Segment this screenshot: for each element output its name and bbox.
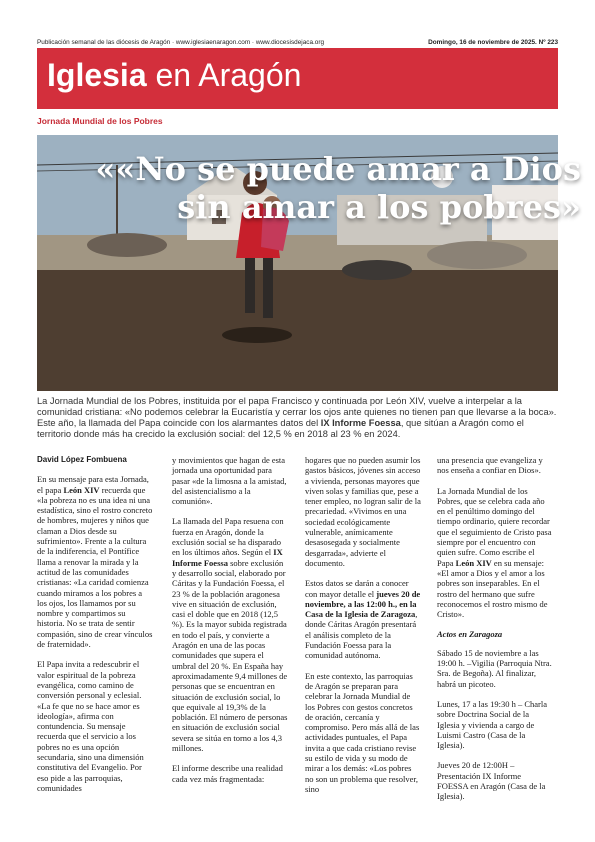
bold-text: León XIV <box>455 557 492 568</box>
paragraph <box>305 455 421 568</box>
issue-date: Domingo, 16 de noviembre de 2025. Nº 223 <box>428 38 558 46</box>
subheading: Actos en Zaragoza <box>437 629 503 640</box>
text: hogares que no pueden asumir los gastos básicos, jóvenes sin acceso a vivienda, personas mayores que viven solas y familias que, pese a tener empleo, no logran salir de la precariedad. «Vivimos en una sociedad ecológicamente vulnerable, anímicamente desasosegada y socialmente desgarrada», advierte el documento. <box>305 455 421 568</box>
text: En este contexto, las parroquias de Aragón se preparan para celebrar la Jornada Mundial de los Pobres con gestos concretos de oración, cercanía y compromiso. Pero más allá de las actividades puntuales, el Papa invita a que cada cristiano revise su estilo de vida y su modo de mirar a los demás: «Los pobres no son un problema que resolver, sino <box>305 670 420 794</box>
logo <box>47 53 301 97</box>
paragraph <box>37 659 153 793</box>
event-item: Lunes, 17 a las 19:30 h – Charla sobre Doctrina Social de la Iglesia y vivienda a cargo de Luismi Castro (Casa de la Iglesia). <box>437 698 548 751</box>
paragraph <box>305 578 421 660</box>
text: recuerda que «la pobreza no es una idea ni una estadística, sino el rostro concreto de hombres, mujeres y niños que claman a Dios desde su sufrimiento». Frente a la cultura de la indiferencia, el Pontífice llama a renovar la mirada y la actitud de las comunidades cristianas: «La caridad comienza cuando miramos a los pobres a los ojos, los llamamos por su nombre y compartimos su historia. No se trata de sentir compasión, sino de crear vínculos de fraternidad». <box>37 484 153 650</box>
text: , donde Cáritas Aragón presentará el análisis completo de la Fundación Foessa para la comunidad autónoma. <box>305 609 418 661</box>
text: sobre exclusión y desarrollo social, elaborado por Cáritas y la Fundación Foessa, el 23 % de la población aragonesa vive en situación de exclusión, casi el doble que en 2018 (12,5 %). Es la mayor subida registrada en todo el país, y convierte a Aragón en una de las pocas comunidades que supera el umbral del 20 %. En España hay aproximadamente 9,4 millones de personas que se encuentran en situación de exclusión social, lo que equivale al 19,3% de la población. El número de personas en situación de exclusión social severa se sitúa en torno a los 4,3 millones. <box>172 557 288 754</box>
text: En su mensaje para esta Jornada, el papa <box>37 474 149 495</box>
paragraph <box>305 671 421 795</box>
section-title: Jornada Mundial de los Pobres <box>37 116 163 126</box>
text: una presencia que evangeliza y nos enseña a confiar en Dios». <box>437 455 543 476</box>
paragraph <box>172 455 288 506</box>
article-column-4 <box>437 455 553 812</box>
top-info-line <box>37 36 558 48</box>
bold-text: IX Informe Foessa <box>172 547 283 568</box>
logo-bold: Iglesia <box>47 57 147 93</box>
article-column-1 <box>37 455 153 803</box>
article-column-3 <box>305 455 421 804</box>
masthead <box>37 48 558 109</box>
text: Estos datos se darán a conocer con mayor detalle el <box>305 578 409 599</box>
paragraph <box>437 455 553 476</box>
lead-text-b: , que sitúan a Aragón como el territorio donde más ha crecido la exclusión social: del 12,5 % en 2018 al 23 % en 2024. <box>37 418 524 440</box>
lead-text-a: La Jornada Mundial de los Pobres, instituida por el papa Francisco y continuada por León XIV, vuelve a interpelar a la comunidad cristiana: «No podemos celebrar la Eucaristía y cerrar los ojos ante quienes no tienen pan que llevarse a la boca». Este año, la llamada del Papa coincide con los alarmantes datos del <box>37 396 557 429</box>
headline: ««No se puede amar a Dios sin amar a los pobres» <box>95 150 581 226</box>
paragraph <box>37 474 153 649</box>
paragraph <box>172 516 288 753</box>
bold-text: León XIV <box>63 484 100 495</box>
text: El informe describe una realidad cada vez más fragmentada: <box>172 763 283 784</box>
text: en su mensaje: «El amor a Dios y el amor a los pobres son inseparables. En el rostro del hermano que sufre reconocemos el rostro mismo de Cristo». <box>437 557 548 620</box>
text: La Jornada Mundial de los Pobres, que se celebra cada año en el penúltimo domingo del tiempo ordinario, quiere recordar que el seguimiento de Cristo pasa siempre por el encuentro con quien sufre. Como escribe el Papa <box>437 485 552 568</box>
paragraph <box>172 763 288 784</box>
lead-paragraph <box>37 396 558 440</box>
logo-rest: en Aragón <box>146 57 302 93</box>
byline: David López Fombuena <box>37 455 127 464</box>
article-column-2 <box>172 455 288 794</box>
event-item: Jueves 20 de 12:00H – Presentación IX Informe FOESSA en Aragón (Casa de la Iglesia). <box>437 760 546 802</box>
bold-text: jueves 20 de noviembre, a las 12:00 h., en la Casa de la Iglesia de Zaragoza <box>305 588 421 620</box>
publication-info: Publicación semanal de las diócesis de Aragón · www.iglesiaenaragon.com · www.diocesisdejaca.org <box>37 38 325 46</box>
text: y movimientos que hagan de esta jornada una oportunidad para pasar «de la limosna a la amistad, del asistencialismo a la comunión». <box>172 455 287 507</box>
event-item: Sábado 15 de noviembre a las 19:00 h. –Vigilia (Parroquia Ntra. Sra. de Begoña). Al finalizar, habrá un picoteo. <box>437 647 552 689</box>
paragraph <box>437 486 553 620</box>
text: El Papa invita a redescubrir el valor espiritual de la pobreza evangélica, como camino de conversión personal y eclesial. «La fe que no se hace amor es ideología», afirma con contundencia. Su mensaje recuerda que el servicio a los pobres no es una opción secundaria, sino una dimensión constitutiva del Evangelio. Por eso pide a las parroquias, comunidades <box>37 659 144 793</box>
text: La llamada del Papa resuena con fuerza en Aragón, donde la exclusión social se ha disparado en los últimos años. Según el <box>172 516 284 558</box>
article-body <box>37 455 558 835</box>
lead-bold: IX Informe Foessa <box>320 418 401 429</box>
